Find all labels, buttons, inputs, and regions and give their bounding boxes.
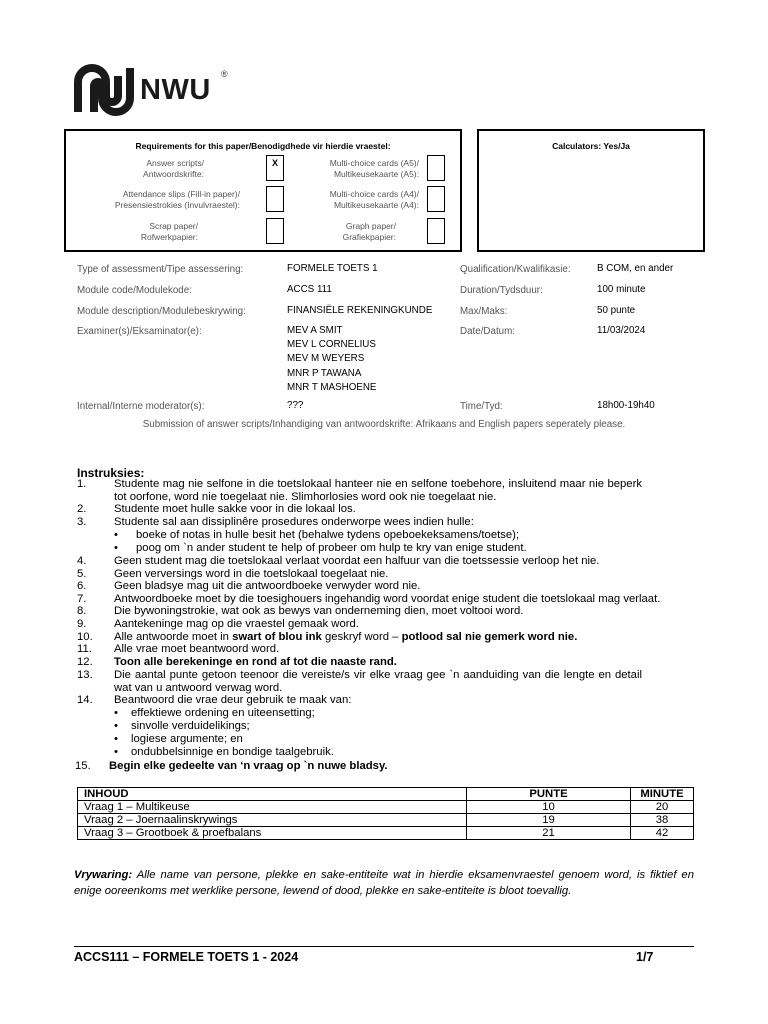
moderator-label: Internal/Interne moderator(s): — [77, 401, 205, 412]
code-value: ACCS 111 — [287, 284, 332, 295]
code-label: Module code/Modulekode: — [77, 285, 192, 296]
examiner-3: MEV M WEYERS — [287, 353, 365, 365]
table-row — [78, 827, 694, 840]
duration-value: 100 minute — [597, 284, 646, 295]
registered-mark: ® — [221, 69, 228, 79]
time-label: Time/Tyd: — [460, 401, 503, 412]
header-inhoud: INHOUD — [78, 788, 467, 801]
duration-label: Duration/Tydsduur: — [460, 285, 543, 296]
attendance-label: Attendance slips (Fill-in paper)/ Presensiestrokies (Invulvraestel): — [114, 189, 240, 210]
max-value: 50 punte — [597, 305, 636, 316]
minutes-cell: 38 — [631, 814, 694, 827]
examiner-list — [287, 324, 376, 395]
disclaimer — [74, 867, 694, 899]
scrap-paper-label: Scrap paper/ Rofwerkpapier: — [140, 221, 198, 242]
graph-paper-label: Graph paper/ Grafiekpapier: — [342, 221, 396, 242]
marks-cell: 21 — [467, 827, 631, 840]
answer-scripts-checkbox: X — [266, 155, 284, 181]
examiner-label: Examiner(s)/Eksaminator(e): — [77, 326, 202, 337]
type-value: FORMELE TOETS 1 — [287, 263, 378, 274]
marks-cell: 10 — [467, 801, 631, 814]
date-value: 11/03/2024 — [597, 325, 646, 336]
examiner-5: MNR T MASHOENE — [287, 381, 377, 393]
marks-cell: 19 — [467, 814, 631, 827]
moderator-value: ??? — [287, 400, 304, 411]
qualification-value: B COM, en ander — [597, 263, 674, 274]
instructions-title: Instruksies: — [77, 466, 145, 480]
mc-a4-label: Multi-choice cards (A4)/ Multikeusekaarte (A4): — [329, 189, 419, 210]
footer-divider — [74, 946, 694, 947]
mc-a5-label: Multi-choice cards (A5)/ Multikeusekaarte (A5): — [329, 158, 419, 179]
table-row — [78, 814, 694, 827]
answer-scripts-label: Answer scripts/ Antwoordskrifte: — [143, 158, 204, 179]
question-cell: Vraag 3 – Grootboek & proefbalans — [78, 827, 467, 840]
graph-paper-checkbox — [427, 218, 445, 244]
nwu-emblem-icon — [74, 62, 138, 118]
minutes-cell: 20 — [631, 801, 694, 814]
disclaimer-text: Alle name van persone, plekke en sake-entiteite wat in hierdie eksamenvraestel genoem word, is fiktief en enige ooreenkoms met werklike persone, lewend of dood, plekke en sake-entiteite is bloot toevallig. — [74, 869, 694, 897]
examiner-2: MEV L CORNELIUS — [287, 339, 376, 351]
table-row — [78, 801, 694, 814]
examiner-4: MNR P TAWANA — [287, 367, 362, 379]
header-punte: PUNTE — [467, 788, 631, 801]
logo-text: NWU — [140, 74, 211, 106]
requirements-title: Requirements for this paper/Benodigdhede vir hierdie vraestel: — [135, 141, 391, 151]
contents-header-row — [78, 788, 694, 801]
desc-label: Module description/Modulebeskrywing: — [77, 306, 246, 317]
mc-a4-checkbox — [427, 186, 445, 212]
examiner-1: MEV A SMIT — [287, 325, 343, 336]
mc-a5-checkbox — [427, 155, 445, 181]
disclaimer-label: Vrywaring: — [74, 869, 133, 881]
date-label: Date/Datum: — [460, 326, 515, 337]
desc-value: FINANSIËLE REKENINGKUNDE — [287, 305, 433, 316]
question-cell: Vraag 2 – Joernaalinskrywings — [78, 814, 467, 827]
contents-table — [77, 787, 694, 840]
time-value: 18h00-19h40 — [597, 400, 655, 411]
type-label: Type of assessment/Tipe assessering: — [77, 264, 244, 275]
calculators-text: Calculators: Yes/Ja — [552, 141, 630, 151]
submission-note: Submission of answer scripts/Inhandiging van antwoordskrifte: Afrikaans and English papers seperately please. — [142, 419, 626, 430]
qualification-label: Qualification/Kwalifikasie: — [460, 264, 571, 275]
footer-title: ACCS111 – FORMELE TOETS 1 - 2024 — [74, 950, 299, 964]
max-label: Max/Maks: — [460, 306, 508, 317]
requirements-box — [64, 129, 462, 252]
nwu-logo — [74, 62, 234, 118]
page-number: 1/7 — [636, 950, 654, 964]
minutes-cell: 42 — [631, 827, 694, 840]
calculators-box — [477, 129, 705, 252]
question-cell: Vraag 1 – Multikeuse — [78, 801, 467, 814]
header-minute: MINUTE — [631, 788, 694, 801]
